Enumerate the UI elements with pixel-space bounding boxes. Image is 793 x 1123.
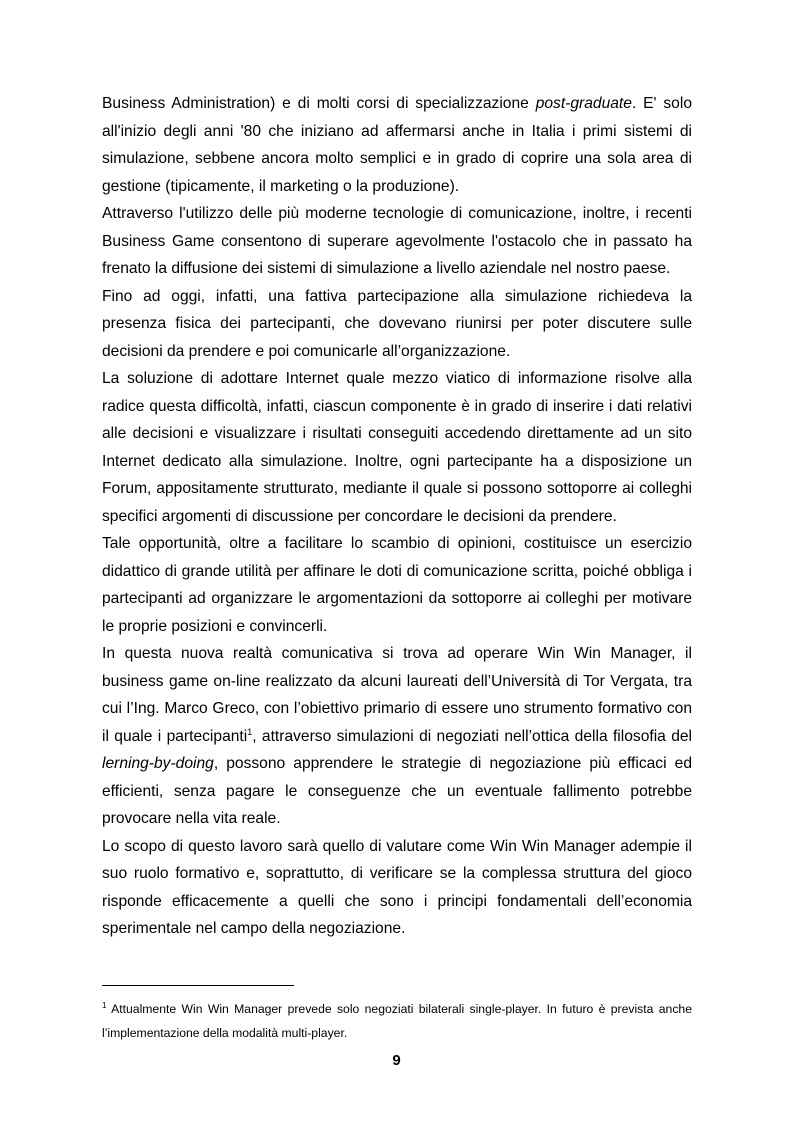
footnote-separator (102, 985, 294, 986)
paragraph-6-text-a: In questa nuova realtà comunicativa si trova ad operare Win Win Manager, il business game on-line realizzato da alcuni laureati dell’Università di Tor Vergata, tra cui l’Ing. Marco Greco, con l’obiettivo primario di essere uno strumento formativo con il quale i partecipanti (102, 645, 692, 745)
footnote-marker: 1 (102, 1000, 107, 1010)
paragraph-3: Fino ad oggi, infatti, una fattiva partecipazione alla simulazione richiedeva la presenza fisica dei partecipanti, che dovevano riunirsi per poter discutere sulle decisioni da prendere e poi comunicarle all’organizzazione. (102, 287, 692, 360)
paragraph-4: La soluzione di adottare Internet quale mezzo viatico di informazione risolve alla radice questa difficoltà, infatti, ciascun componente è in grado di inserire i dati relativi alle decisioni e visualizzare i risultati conseguiti accedendo direttamente ad un sito Internet dedicato alla simulazione. Inoltre, ogni partecipante ha a disposizione un Forum, appositamente strutturato, mediante il quale si possono sottoporre ai colleghi specifici argomenti di discussione per concordare le decisioni da prendere. (102, 370, 692, 525)
paragraph-1 (102, 90, 692, 200)
document-body (102, 90, 692, 943)
footnote (102, 997, 692, 1045)
paragraph-6-text-c: , possono apprendere le strategie di negoziazione più efficaci ed efficienti, senza pagare le conseguenze che un eventuale fallimento potrebbe provocare nella vita reale. (102, 755, 692, 827)
page-number: 9 (392, 1052, 401, 1069)
paragraph-1-text-a: Business Administration) e di molti corsi di specializzazione (102, 95, 536, 112)
footnote-reference: 1 (247, 726, 253, 737)
footnote-text: Attualmente Win Win Manager prevede solo negoziati bilaterali single-player. In futuro è prevista anche l’implementazione della modalità multi-player. (102, 1002, 692, 1040)
paragraph-6-emphasis: lerning-by-doing (102, 755, 214, 772)
paragraph-5: Tale opportunità, oltre a facilitare lo scambio di opinioni, costituisce un esercizio didattico di grande utilità per affinare le doti di comunicazione scritta, poiché obbliga i partecipanti ad organizzare le argomentazioni da sottoporre ai colleghi per motivare le proprie posizioni e convincerli. (102, 535, 692, 635)
paragraph-6 (102, 640, 692, 833)
paragraph-2: Attraverso l'utilizzo delle più moderne tecnologie di comunicazione, inoltre, i recenti Business Game consentono di superare agevolmente l'ostacolo che in passato ha frenato la diffusione dei sistemi di simulazione a livello aziendale nel nostro paese. (102, 205, 692, 277)
paragraph-6-text-b: , attraverso simulazioni di negoziati nell’ottica della filosofia del (252, 727, 693, 745)
paragraph-1-text-b: . E' solo all'inizio degli anni '80 che iniziano ad affermarsi anche in Italia i primi sistemi di simulazione, sebbene ancora molto semplici e in grado di coprire una sola area di gestione (tipicamente, il marketing o la produzione). (102, 95, 692, 195)
paragraph-7: Lo scopo di questo lavoro sarà quello di valutare come Win Win Manager adempie il suo ruolo formativo e, soprattutto, di verificare se la complessa struttura del gioco risponde efficacemente a quelli che sono i principi fondamentali dell’economia sperimentale nel campo della negoziazione. (102, 837, 692, 937)
paragraph-1-emphasis: post-graduate (535, 95, 632, 112)
